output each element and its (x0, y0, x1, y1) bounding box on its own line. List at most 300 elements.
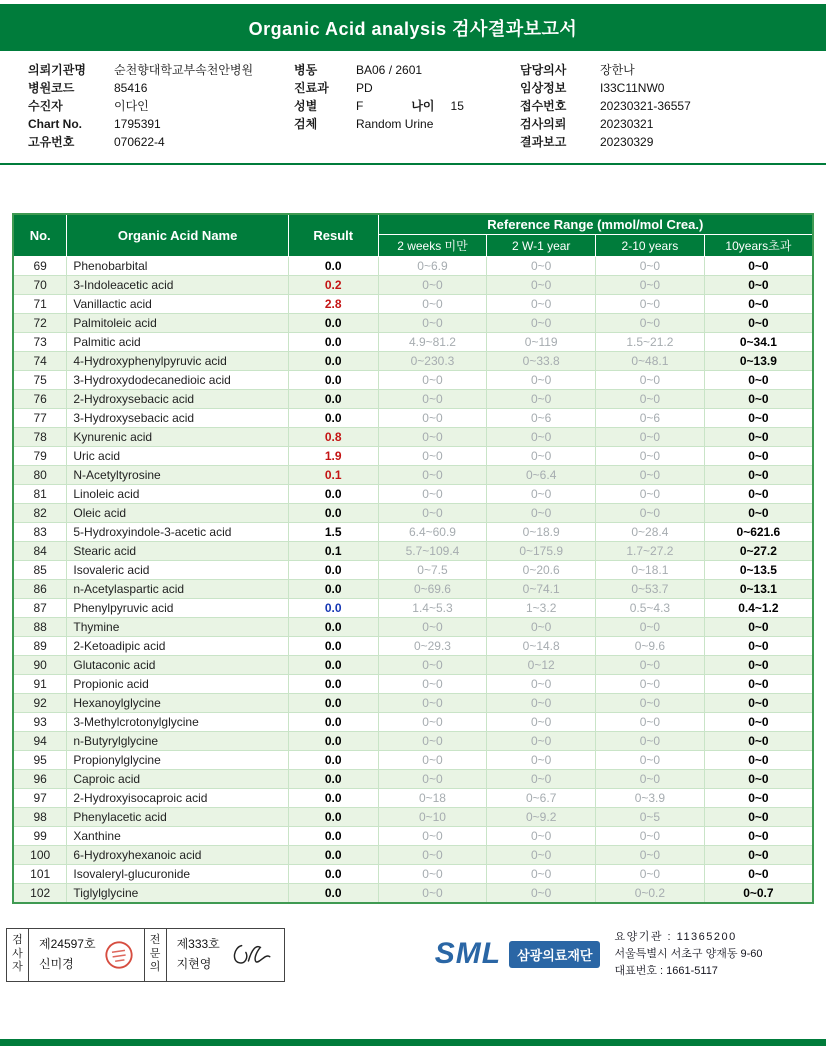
reference-range-value: 0~0 (596, 865, 705, 884)
organic-acid-name: 4-Hydroxyphenylpyruvic acid (67, 352, 288, 371)
result-value: 2.8 (288, 295, 378, 314)
reference-range-value: 0~0 (487, 504, 596, 523)
field-label: 성별 (294, 99, 318, 113)
reference-range-value: 0~0 (487, 770, 596, 789)
field-value: 85416 (114, 81, 148, 95)
field-value: 20230321-36557 (600, 99, 691, 113)
organic-acid-name: Palmitoleic acid (67, 314, 288, 333)
reference-range-value: 0~0 (596, 314, 705, 333)
results-table-body (13, 257, 813, 903)
reference-range-value: 0~0 (704, 504, 813, 523)
table-row (13, 751, 813, 770)
reference-range-value: 0~0 (596, 466, 705, 485)
organic-acid-name: Isovaleric acid (67, 561, 288, 580)
table-row (13, 409, 813, 428)
field-label: 임상정보 (520, 81, 567, 95)
ref-col-header: 2 weeks 미만 (378, 235, 487, 257)
result-value: 0.0 (288, 846, 378, 865)
organic-acid-name: Glutaconic acid (67, 656, 288, 675)
result-value: 0.0 (288, 352, 378, 371)
reference-range-value: 0~0 (378, 447, 487, 466)
reference-range-value: 0~0 (596, 428, 705, 447)
reference-range-value: 0~0 (487, 827, 596, 846)
result-value: 0.0 (288, 618, 378, 637)
field-label: 검사의뢰 (520, 117, 567, 131)
field-value: 15 (450, 99, 464, 113)
row-number: 74 (13, 352, 67, 371)
reference-range-value: 0~0 (596, 770, 705, 789)
row-number: 102 (13, 884, 67, 903)
info-field (28, 133, 294, 151)
reference-range-value: 0~0 (378, 865, 487, 884)
info-field (520, 79, 816, 97)
table-row (13, 656, 813, 675)
reference-range-value: 0~0 (596, 618, 705, 637)
result-value: 0.8 (288, 428, 378, 447)
info-field (294, 97, 520, 115)
reference-range-value: 0~0 (596, 694, 705, 713)
field-label: Chart No. (28, 117, 82, 131)
result-value: 0.0 (288, 409, 378, 428)
field-value: 1795391 (114, 117, 161, 131)
field-value: 20230329 (600, 135, 654, 149)
info-field (28, 61, 294, 79)
organic-acid-name: Kynurenic acid (67, 428, 288, 447)
row-number: 78 (13, 428, 67, 447)
reference-range-value: 0~13.1 (704, 580, 813, 599)
table-row (13, 884, 813, 903)
organic-acid-name: Phenobarbital (67, 257, 288, 276)
results-table (12, 213, 814, 904)
lab-organization (435, 929, 763, 980)
organic-acid-name: n-Acetylaspartic acid (67, 580, 288, 599)
examiner-stamp-icon (102, 938, 136, 972)
row-number: 83 (13, 523, 67, 542)
organic-acid-name: 5-Hydroxyindole-3-acetic acid (67, 523, 288, 542)
table-row (13, 580, 813, 599)
row-number: 94 (13, 732, 67, 751)
row-number: 90 (13, 656, 67, 675)
reference-range-value: 0~34.1 (704, 333, 813, 352)
organic-acid-name: Thymine (67, 618, 288, 637)
reference-range-value: 0~53.7 (596, 580, 705, 599)
organic-acid-name: Xanthine (67, 827, 288, 846)
field-label: 의뢰기관명 (28, 63, 86, 77)
reference-range-value: 0~0 (596, 485, 705, 504)
field-label: 결과보고 (520, 135, 567, 149)
table-row (13, 276, 813, 295)
reference-range-value: 0~18.1 (596, 561, 705, 580)
table-row (13, 295, 813, 314)
reference-range-value: 0~0 (704, 485, 813, 504)
examiner-name: 신미경 (39, 956, 74, 971)
reference-range-value: 0~0 (704, 314, 813, 333)
reference-range-value: 0~0 (596, 447, 705, 466)
row-number: 86 (13, 580, 67, 599)
reference-range-value: 0~0 (487, 371, 596, 390)
result-value: 0.0 (288, 675, 378, 694)
table-row (13, 485, 813, 504)
result-value: 0.0 (288, 884, 378, 903)
info-field (520, 115, 816, 133)
reference-range-value: 0~0 (378, 827, 487, 846)
reference-range-value: 0~0 (596, 295, 705, 314)
result-value: 0.1 (288, 466, 378, 485)
reference-range-value: 0~28.4 (596, 523, 705, 542)
reference-range-value: 0~18 (378, 789, 487, 808)
organic-acid-name: Tiglylglycine (67, 884, 288, 903)
reference-range-value: 0~0 (487, 276, 596, 295)
reference-range-value: 0~6.4 (487, 466, 596, 485)
bottom-green-bar (0, 1039, 826, 1046)
info-field (520, 97, 816, 115)
organic-acid-name: Propionylglycine (67, 751, 288, 770)
row-number: 80 (13, 466, 67, 485)
result-value: 0.0 (288, 599, 378, 618)
reference-range-value: 1.5~21.2 (596, 333, 705, 352)
ref-col-header: 2 W-1 year (487, 235, 596, 257)
reference-range-value: 0~0 (378, 371, 487, 390)
field-value: Random Urine (356, 117, 434, 131)
result-value: 0.0 (288, 333, 378, 352)
reference-range-value: 0~69.6 (378, 580, 487, 599)
field-value: BA06 / 2601 (356, 63, 423, 77)
reference-range-value: 0.5~4.3 (596, 599, 705, 618)
row-number: 77 (13, 409, 67, 428)
result-value: 1.9 (288, 447, 378, 466)
results-table-section (12, 213, 814, 904)
reference-range-value: 0~621.6 (704, 523, 813, 542)
reference-range-value: 0~13.5 (704, 561, 813, 580)
reference-range-value: 0~0 (704, 371, 813, 390)
row-number: 100 (13, 846, 67, 865)
table-row (13, 428, 813, 447)
field-label: 나이 (411, 99, 435, 113)
organic-acid-name: 2-Hydroxyisocaproic acid (67, 789, 288, 808)
reference-range-value: 0~0 (487, 390, 596, 409)
result-value: 0.0 (288, 827, 378, 846)
result-value: 0.0 (288, 485, 378, 504)
result-value: 0.0 (288, 314, 378, 333)
reference-range-value: 0~0 (704, 257, 813, 276)
organic-acid-name: 2-Ketoadipic acid (67, 637, 288, 656)
row-number: 85 (13, 561, 67, 580)
examiner-license: 제24597호 (39, 937, 96, 952)
reference-range-value: 0~0 (704, 466, 813, 485)
organic-acid-name: Oleic acid (67, 504, 288, 523)
report-page (0, 4, 826, 982)
ref-col-header: 10years초과 (704, 235, 813, 257)
result-value: 0.0 (288, 257, 378, 276)
row-number: 72 (13, 314, 67, 333)
row-number: 84 (13, 542, 67, 561)
organic-acid-name: 2-Hydroxysebacic acid (67, 390, 288, 409)
table-row (13, 694, 813, 713)
organic-acid-name: Propionic acid (67, 675, 288, 694)
result-value: 0.0 (288, 580, 378, 599)
reference-range-value: 0~0 (596, 827, 705, 846)
reference-range-value: 0~0 (704, 276, 813, 295)
patient-info-left-column (28, 61, 294, 151)
organic-acid-name: Uric acid (67, 447, 288, 466)
reference-range-value: 0~0 (378, 884, 487, 903)
col-header-result: Result (288, 214, 378, 257)
reference-range-value: 0~0 (487, 314, 596, 333)
examiner-section (29, 929, 145, 981)
info-field (28, 115, 294, 133)
result-value: 0.0 (288, 656, 378, 675)
organic-acid-name: 3-Indoleacetic acid (67, 276, 288, 295)
reference-range-value: 0~5 (596, 808, 705, 827)
reference-range-value: 0~0 (704, 808, 813, 827)
examiner-role-label: 검사자 (7, 929, 29, 981)
reference-range-value: 0~33.8 (487, 352, 596, 371)
reference-range-value: 0~0 (378, 276, 487, 295)
reference-range-value: 0~0 (704, 637, 813, 656)
organic-acid-name: Phenylacetic acid (67, 808, 288, 827)
row-number: 98 (13, 808, 67, 827)
field-value: F (356, 99, 364, 113)
organic-acid-name: 6-Hydroxyhexanoic acid (67, 846, 288, 865)
reference-range-value: 0~0 (378, 466, 487, 485)
result-value: 0.0 (288, 561, 378, 580)
result-value: 0.0 (288, 504, 378, 523)
info-field (294, 115, 520, 133)
reference-range-value: 0~27.2 (704, 542, 813, 561)
reference-range-value: 0~29.3 (378, 637, 487, 656)
row-number: 97 (13, 789, 67, 808)
reference-range-value: 0~0 (596, 276, 705, 295)
organic-acid-name: 3-Hydroxysebacic acid (67, 409, 288, 428)
reference-range-value: 0~0 (704, 656, 813, 675)
info-field (28, 79, 294, 97)
table-row (13, 352, 813, 371)
reference-range-value: 0~10 (378, 808, 487, 827)
reference-range-value: 0~0 (487, 846, 596, 865)
patient-info-right-column (520, 61, 816, 151)
reference-range-value: 0~0 (704, 770, 813, 789)
reference-range-value: 0~0 (378, 751, 487, 770)
reference-range-value: 0~0 (704, 827, 813, 846)
table-row (13, 846, 813, 865)
row-number: 88 (13, 618, 67, 637)
reference-range-value: 0~0 (704, 390, 813, 409)
row-number: 81 (13, 485, 67, 504)
table-row (13, 314, 813, 333)
field-value: 순천향대학교부속천안병원 (114, 63, 254, 77)
table-row (13, 466, 813, 485)
reference-range-value: 0~0 (487, 485, 596, 504)
row-number: 89 (13, 637, 67, 656)
table-row (13, 599, 813, 618)
organic-acid-name: Palmitic acid (67, 333, 288, 352)
footer (0, 928, 826, 982)
reference-range-value: 0~48.1 (596, 352, 705, 371)
reference-range-value: 0~119 (487, 333, 596, 352)
row-number: 75 (13, 371, 67, 390)
organic-acid-name: n-Butyrylglycine (67, 732, 288, 751)
specialist-name: 지현영 (176, 956, 212, 971)
row-number: 87 (13, 599, 67, 618)
info-field (294, 61, 520, 79)
result-value: 0.0 (288, 637, 378, 656)
reference-range-value: 0~13.9 (704, 352, 813, 371)
reference-range-value: 0~0 (378, 732, 487, 751)
reference-range-value: 0~0 (378, 694, 487, 713)
table-row (13, 371, 813, 390)
reference-range-value: 0~0 (378, 314, 487, 333)
org-phone-line: 대표번호 : 1661-5117 (614, 965, 718, 978)
reference-range-value: 0~0 (596, 371, 705, 390)
reference-range-value: 0~0 (487, 713, 596, 732)
table-row (13, 770, 813, 789)
organic-acid-name: Caproic acid (67, 770, 288, 789)
table-row (13, 561, 813, 580)
table-row (13, 257, 813, 276)
reference-range-value: 0~0 (378, 675, 487, 694)
field-label: 고유번호 (28, 135, 75, 149)
row-number: 73 (13, 333, 67, 352)
field-value: 장한나 (600, 63, 635, 77)
reference-range-value: 0~0 (487, 694, 596, 713)
field-label: 검체 (294, 117, 318, 131)
result-value: 0.0 (288, 789, 378, 808)
reference-range-value: 6.4~60.9 (378, 523, 487, 542)
table-row (13, 865, 813, 884)
field-value: 070622-4 (114, 135, 165, 149)
organic-acid-name: Vanillactic acid (67, 295, 288, 314)
reference-range-value: 0~0 (596, 656, 705, 675)
reference-range-value: 0~18.9 (487, 523, 596, 542)
table-row (13, 808, 813, 827)
row-number: 91 (13, 675, 67, 694)
reference-range-value: 0~0 (704, 694, 813, 713)
reference-range-value: 0~3.9 (596, 789, 705, 808)
reference-range-value: 0~0 (487, 447, 596, 466)
row-number: 82 (13, 504, 67, 523)
reference-range-value: 0~0 (378, 770, 487, 789)
specialist-license: 제333호 (176, 937, 220, 952)
table-row (13, 789, 813, 808)
reference-range-value: 0~0 (704, 295, 813, 314)
reference-range-value: 0~0 (378, 409, 487, 428)
reference-range-value: 0~0 (704, 447, 813, 466)
reference-range-value: 0~9.6 (596, 637, 705, 656)
reference-range-value: 1.4~5.3 (378, 599, 487, 618)
result-value: 1.5 (288, 523, 378, 542)
specialist-signature-icon (228, 939, 274, 971)
table-row (13, 542, 813, 561)
row-number: 92 (13, 694, 67, 713)
reference-range-value: 0~0 (378, 295, 487, 314)
specialist-role-label: 전문의 (145, 929, 167, 981)
info-field (520, 61, 816, 79)
organic-acid-name: Linoleic acid (67, 485, 288, 504)
organic-acid-name: Isovaleryl-glucuronide (67, 865, 288, 884)
col-header-name: Organic Acid Name (67, 214, 288, 257)
reference-range-value: 0~0 (704, 713, 813, 732)
reference-range-value: 0~0 (596, 504, 705, 523)
ref-col-header: 2-10 years (596, 235, 705, 257)
result-value: 0.0 (288, 732, 378, 751)
org-name-badge: 삼광의료재단 (509, 941, 600, 968)
reference-range-value: 0~6 (596, 409, 705, 428)
reference-range-value: 0~6.7 (487, 789, 596, 808)
col-header-reference-range: Reference Range (mmol/mol Crea.) (378, 214, 813, 235)
reference-range-value: 0~0 (487, 732, 596, 751)
reference-range-value: 0~12 (487, 656, 596, 675)
reference-range-value: 0~0 (704, 675, 813, 694)
table-row (13, 333, 813, 352)
reference-range-value: 0~175.9 (487, 542, 596, 561)
specialist-section (167, 929, 284, 981)
reference-range-value: 0.4~1.2 (704, 599, 813, 618)
reference-range-value: 0~6 (487, 409, 596, 428)
reference-range-value: 5.7~109.4 (378, 542, 487, 561)
reference-range-value: 0~0 (378, 428, 487, 447)
patient-info-middle-column (294, 61, 520, 151)
reference-range-value: 0~0 (704, 846, 813, 865)
reference-range-value: 0~0 (487, 675, 596, 694)
row-number: 99 (13, 827, 67, 846)
reference-range-value: 0~0 (704, 618, 813, 637)
results-table-header (13, 214, 813, 257)
reference-range-value: 0~0 (378, 846, 487, 865)
reference-range-value: 0~0 (487, 884, 596, 903)
result-value: 0.2 (288, 276, 378, 295)
result-value: 0.0 (288, 713, 378, 732)
field-value: 이다인 (114, 99, 149, 113)
row-number: 79 (13, 447, 67, 466)
reference-range-value: 0~0 (596, 751, 705, 770)
row-number: 95 (13, 751, 67, 770)
reference-range-value: 0~9.2 (487, 808, 596, 827)
reference-range-value: 0~0 (596, 732, 705, 751)
info-field (520, 133, 816, 151)
reference-range-value: 0~6.9 (378, 257, 487, 276)
field-label: 병동 (294, 63, 318, 77)
field-value: 20230321 (600, 117, 654, 131)
row-number: 76 (13, 390, 67, 409)
reference-range-value: 0~0 (487, 751, 596, 770)
reference-range-value: 0~0 (596, 675, 705, 694)
reference-range-value: 0~20.6 (487, 561, 596, 580)
field-label: 수진자 (28, 99, 63, 113)
reference-range-value: 0~0 (487, 865, 596, 884)
organic-acid-name: Hexanoylglycine (67, 694, 288, 713)
table-row (13, 447, 813, 466)
reference-range-value: 0~0 (704, 751, 813, 770)
reference-range-value: 0~0 (704, 409, 813, 428)
organic-acid-name: N-Acetyltyrosine (67, 466, 288, 485)
table-row (13, 637, 813, 656)
report-title-banner (0, 4, 826, 51)
result-value: 0.0 (288, 770, 378, 789)
organic-acid-name: Stearic acid (67, 542, 288, 561)
result-value: 0.1 (288, 542, 378, 561)
field-value: PD (356, 81, 373, 95)
row-number: 101 (13, 865, 67, 884)
reference-range-value: 0~74.1 (487, 580, 596, 599)
table-row (13, 390, 813, 409)
field-label: 접수번호 (520, 99, 567, 113)
row-number: 96 (13, 770, 67, 789)
table-row (13, 675, 813, 694)
org-code-line: 요양기관 : 11365200 (614, 930, 737, 943)
reference-range-value: 0~0 (704, 789, 813, 808)
report-title: Organic Acid analysis 검사결과보고서 (248, 19, 578, 39)
reference-range-value: 0~0 (704, 865, 813, 884)
